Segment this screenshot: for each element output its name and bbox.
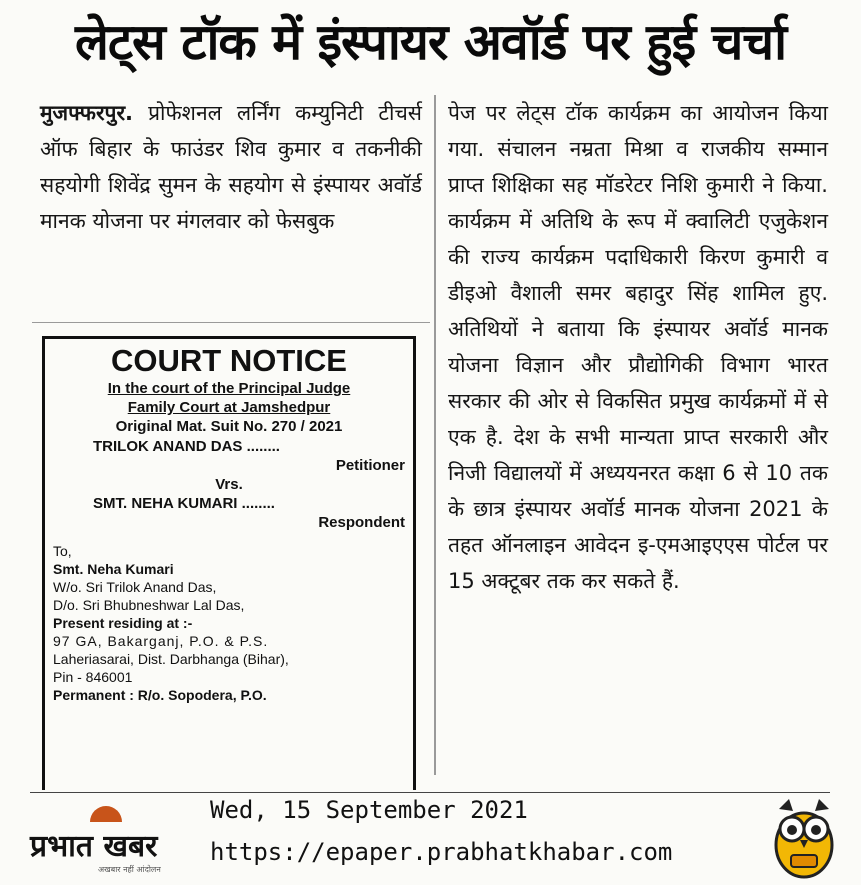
edition-date: Wed, 15 September 2021 xyxy=(210,796,528,824)
notice-title: COURT NOTICE xyxy=(111,343,347,378)
notice-address-line2: D/o. Sri Bhubneshwar Lal Das, xyxy=(53,597,245,613)
notice-address-line4: Laheriasarai, Dist. Darbhanga (Bihar), xyxy=(53,651,289,667)
notice-to: To, xyxy=(53,543,72,559)
headline: लेट्स टॉक में इंस्पायर अवॉर्ड पर हुई चर्चा xyxy=(74,13,787,71)
epaper-url[interactable]: https://epaper.prabhatkhabar.com xyxy=(210,838,673,866)
notice-suit-number: Original Mat. Suit No. 270 / 2021 xyxy=(115,418,343,435)
article-text-right: पेज पर लेट्स टॉक कार्यक्रम का आयोजन किया गया. संचालन नम्रता मिश्रा व राजकीय सम्मान प्राप्त शिक्षिका सह मॉडरेटर निशि कुमारी ने किया. कार्यक्रम में अतिथि के रूप में क्वालिटी एजुकेशन की राज्य कार्यक्रम पदाधिकारी किरण कुमारी व डीइओ वैशाली समर बहादुर सिंह शामिल हुए. अतिथियों ने बताया कि इंस्पायर अवॉर्ड मानक योजना विज्ञान और प्रौद्योगिकी विभाग भारत सरकार की ओर से विकसित प्रमुख कार्यक्रमों में से एक है. देश के सभी मान्यता प्राप्त सरकारी और निजी विद्यालयों में अध्ययनरत कक्षा 6 से 10 तक के छात्र इंस्पायर अवॉर्ड मानक योजना 2021 के तहत ऑनलाइन आवेदन इ-एमआइएएस पोर्टल पर 15 अक्टूबर तक कर सकते हैं. xyxy=(448,101,828,593)
notice-respondent-name: SMT. NEHA KUMARI ........ xyxy=(93,495,275,512)
notice-court-line1: In the court of the Principal Judge xyxy=(107,380,351,397)
notice-respondent-role: Respondent xyxy=(318,514,405,531)
notice-versus: Vrs. xyxy=(215,476,243,493)
notice-present-residing: Present residing at :- xyxy=(53,615,193,631)
notice-permanent: Permanent : R/o. Sopodera, P.O. xyxy=(53,687,267,703)
column-divider-vertical xyxy=(434,95,436,775)
logo-text: प्रभात खबर xyxy=(30,829,158,864)
footer-divider xyxy=(30,792,830,793)
notice-address-line1: W/o. Sri Trilok Anand Das, xyxy=(53,579,217,595)
notice-petitioner-name: TRILOK ANAND DAS ........ xyxy=(93,438,280,455)
prabhat-khabar-logo xyxy=(30,806,206,876)
article-text-left: प्रोफेशनल लर्निंग कम्युनिटी टीचर्स ऑफ बिहार के फाउंडर शिव कुमार व तकनीकी सहयोगी शिवेंद्र सुमन के सहयोग से इंस्पायर अवॉर्ड मानक योजना पर मंगलवार को फेसबुक xyxy=(40,101,422,233)
logo-sun-icon xyxy=(90,806,122,822)
owl-mascot-icon xyxy=(771,795,837,879)
court-notice-ad xyxy=(42,336,416,790)
dateline: मुजफ्फरपुर. xyxy=(40,101,134,125)
notice-court-line2: Family Court at Jamshedpur xyxy=(127,399,331,416)
column-divider-horizontal xyxy=(32,322,430,323)
notice-pin: Pin - 846001 xyxy=(53,669,133,685)
notice-address-line3: 97 GA, Bakarganj, P.O. & P.S. xyxy=(53,633,269,649)
notice-petitioner-role: Petitioner xyxy=(335,457,405,474)
article-column-right xyxy=(448,95,828,599)
notice-addressee-name: Smt. Neha Kumari xyxy=(53,561,174,577)
article-column-left xyxy=(40,95,422,239)
logo-tagline: अखबार नहीं आंदोलन xyxy=(98,865,161,874)
